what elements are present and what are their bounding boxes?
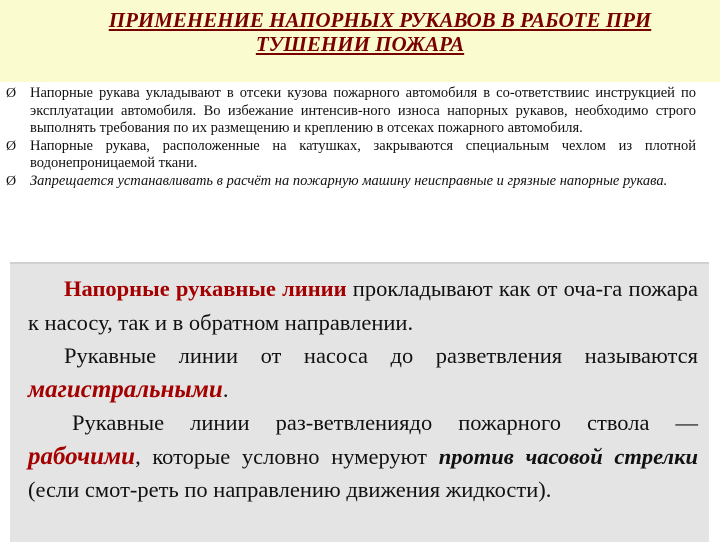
term-pressure-lines: Напорные рукавные линии [64,276,347,301]
paragraph-text: прокладывают как от оча-га пожара к насосу, так и в обратном направлении. [28,276,698,335]
paragraph-text: Рукавные линии от насоса до разветвления называются [64,343,698,368]
paragraph-main-lines [28,339,698,406]
arrow-bullet-icon: Ø [6,173,17,189]
bullet-text-italic: Запрещается устанавливать в расчёт на пожарную машину неисправные и грязные напорные рукава. [30,172,668,189]
bullet-item [6,173,696,191]
bullet-item [6,138,696,173]
term-main-lines: магистральными [28,375,223,403]
paragraph-text: , которые условно нумеруют [135,443,439,469]
paragraph-text: (если смот-реть по направлению движения жидкости). [28,477,552,502]
paragraph-text: . [222,376,229,402]
bullet-text: Напорные рукава укладывают в отсеки кузова пожарного автомобиля в со-ответствиис инструкцией по эксплуатации автомобиля. Во избежание интенсив-ного износа напорных рукавов, необходимо строго выполнять требования по их размещению и креплению в отсеках пожарного автомобиля. [30,85,696,137]
title-line-1: ПРИМЕНЕНИЕ НАПОРНЫХ РУКАВОВ В РАБОТЕ ПРИ [108,8,652,32]
arrow-bullet-icon: Ø [6,86,17,101]
arrow-bullet-icon: Ø [6,138,17,154]
bullet-item [6,85,696,138]
paragraph-text: Рукавные линии раз-ветвлениядо пожарного ствола — [72,410,698,435]
paragraph-working-lines [28,406,698,507]
paragraph-pressure-lines [28,272,698,339]
bullet-text: Напорные рукава, расположенные на катушках, закрываются специальным чехлом из плотной водонепроницаемой ткани. [30,137,696,172]
term-working-lines: рабочими [28,442,136,470]
definition-text [28,272,698,507]
emphasis-counterclockwise: против часовой стрелки [438,443,699,469]
title-line-2: ТУШЕНИИ ПОЖАРА [255,32,465,56]
slide-title [0,8,720,56]
bullet-list [6,85,696,191]
definition-panel [10,262,709,542]
